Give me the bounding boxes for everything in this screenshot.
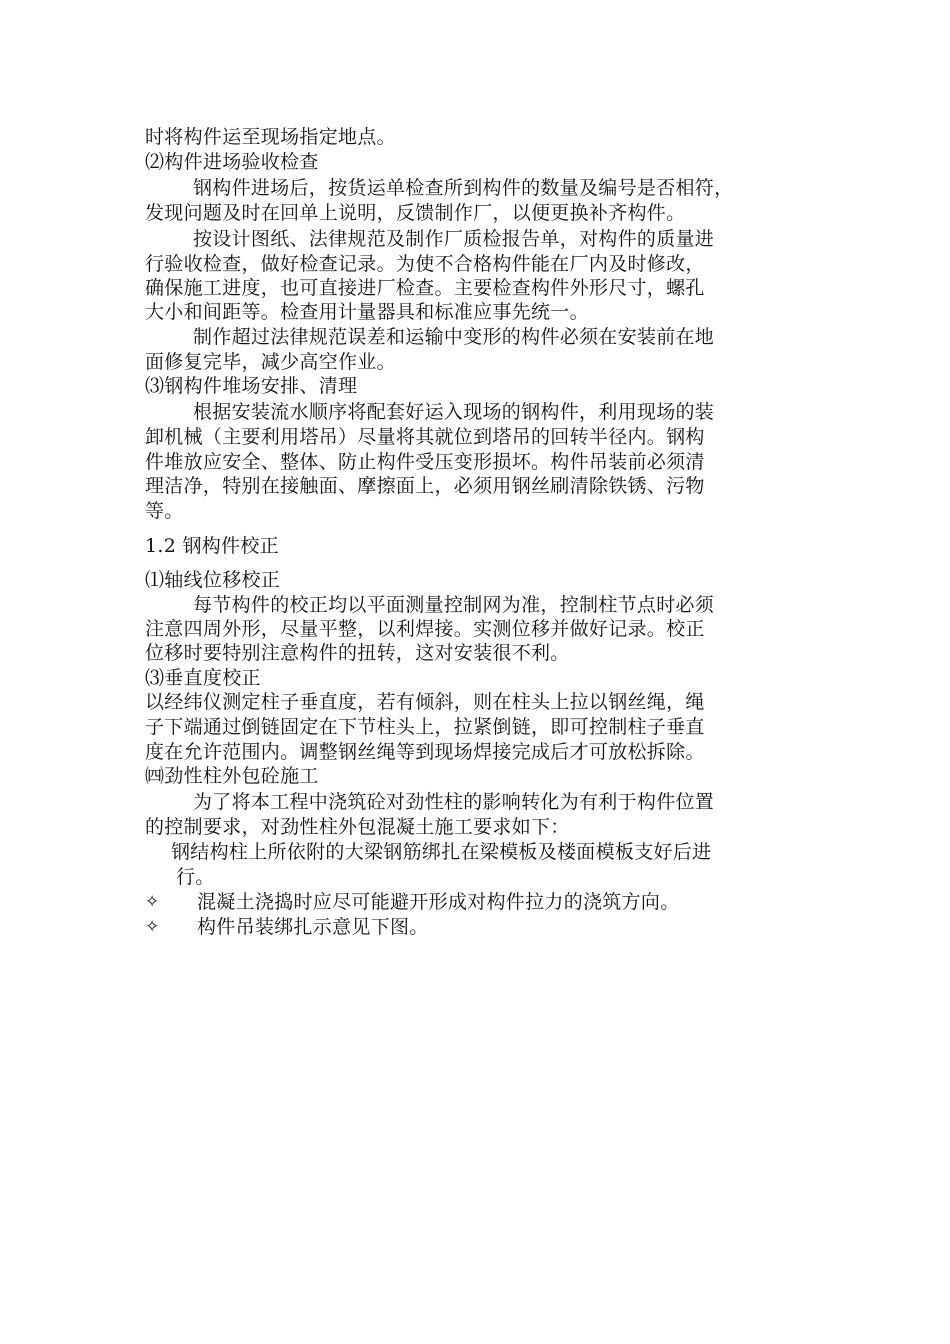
- text-line: 理洁净，特别在接触面、摩擦面上，必须用钢丝刷清除铁锈、污物: [145, 475, 705, 497]
- text-line: 确保施工进度，也可直接进厂检查。主要检查构件外形尺寸，螺孔: [145, 277, 705, 299]
- diamond-bullet-icon: ✧: [145, 917, 160, 937]
- text-line: 卸机械（主要利用塔吊）尽量将其就位到塔吊的回转半径内。钢构: [145, 426, 705, 448]
- text-line: 大小和间距等。检查用计量器具和标准应事先统一。: [145, 301, 589, 323]
- bullet-text: 构件吊装绑扎示意见下图。: [197, 916, 429, 938]
- section-heading: 1.2 钢构件校正: [145, 535, 279, 557]
- text-line: 为了将本工程中浇筑砼对劲性柱的影响转化为有利于构件位置: [193, 791, 715, 813]
- text-line: 行验收检查，做好检查记录。为使不合格构件能在厂内及时修改，: [145, 253, 705, 275]
- text-line: 钢结构柱上所依附的大梁钢筋绑扎在梁模板及楼面模板支好后进: [171, 841, 712, 863]
- diamond-bullet-icon: ✧: [145, 892, 160, 912]
- text-line: 子下端通过倒链固定在下节柱头上，拉紧倒链，即可控制柱子垂直: [145, 716, 705, 738]
- text-line: 注意四周外形，尽量平整，以利焊接。实测位移并做好记录。校正: [145, 618, 705, 640]
- text-line: 根据安装流水顺序将配套好运入现场的钢构件，利用现场的装: [193, 401, 715, 423]
- text-line: 每节构件的校正均以平面测量控制网为准，控制柱节点时必须: [193, 594, 715, 616]
- text-line: 钢构件进场后，按货运单检查所到构件的数量及编号是否相符，: [193, 177, 734, 199]
- section-heading: ⑵构件进场验收检查: [145, 151, 319, 173]
- section-heading: ⑶垂直度校正: [145, 667, 261, 689]
- text-line: 时将构件运至现场指定地点。: [145, 126, 396, 148]
- text-line: 制作超过法律规范误差和运输中变形的构件必须在安装前在地: [193, 326, 715, 348]
- text-line: 按设计图纸、法律规范及制作厂质检报告单，对构件的质量进: [193, 228, 715, 250]
- section-heading: ⑶钢构件堆场安排、清理: [145, 375, 358, 397]
- text-line: 面修复完毕，减少高空作业。: [145, 351, 396, 373]
- text-line: 等。: [145, 500, 184, 522]
- text-line: 行。: [176, 866, 215, 888]
- section-heading: ㈣劲性柱外包砼施工: [145, 765, 319, 787]
- text-line: 发现问题及时在回单上说明，反馈制作厂，以便更换补齐构件。: [145, 202, 686, 224]
- text-line: 件堆放应安全、整体、防止构件受压变形损坏。构件吊装前必须清: [145, 451, 705, 473]
- section-heading: ⑴轴线位移校正: [145, 569, 281, 591]
- text-line: 以经纬仪测定柱子垂直度，若有倾斜，则在柱头上拉以钢丝绳，绳: [145, 691, 705, 713]
- text-line: 的控制要求，对劲性柱外包混凝土施工要求如下：: [145, 816, 570, 838]
- text-line: 位移时要特别注意构件的扭转，这对安装很不利。: [145, 642, 570, 664]
- text-line: 度在允许范围内。调整钢丝绳等到现场焊接完成后才可放松拆除。: [145, 741, 705, 763]
- bullet-text: 混凝土浇捣时应尽可能避开形成对构件拉力的浇筑方向。: [197, 891, 680, 913]
